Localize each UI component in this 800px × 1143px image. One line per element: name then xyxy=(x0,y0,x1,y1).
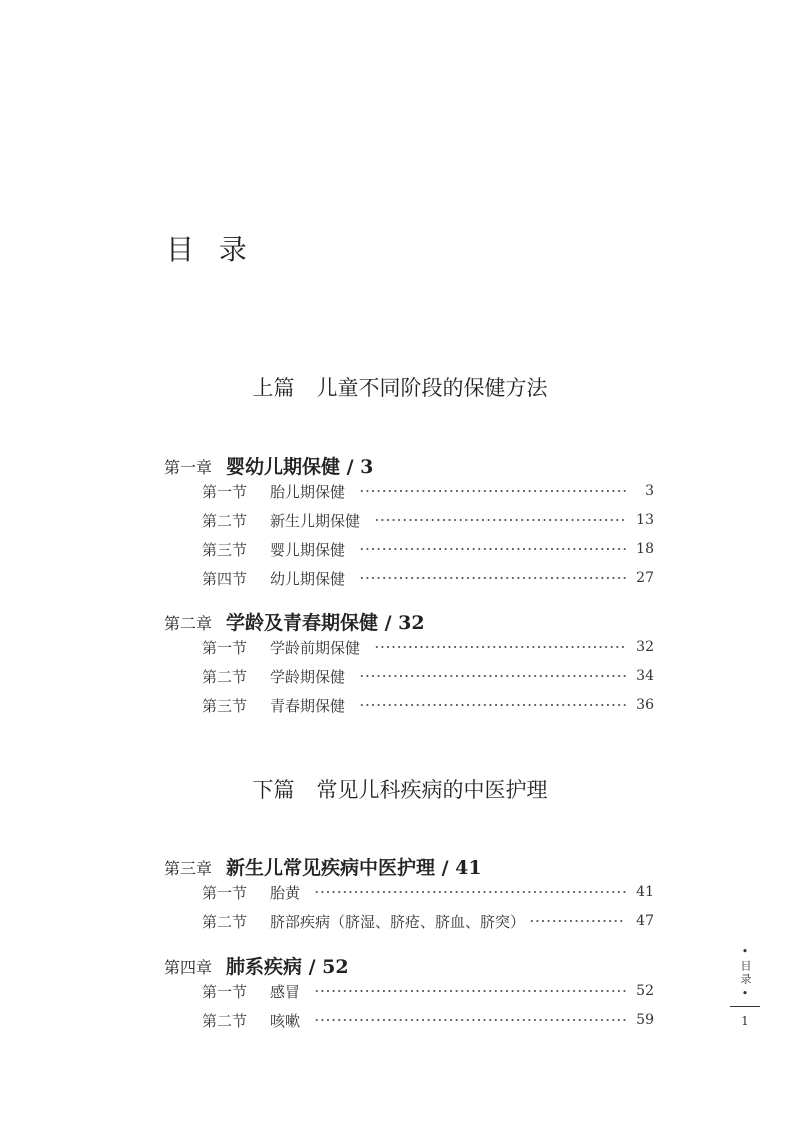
part-name: 常见儿科疾病的中医护理 xyxy=(316,778,548,802)
toc-entry[interactable] xyxy=(202,910,654,932)
page-ref: 36 xyxy=(636,697,654,713)
chapter-title: 婴幼儿期保健 / 3 xyxy=(226,456,374,478)
section-title: 脐部疾病（脐湿、脐疮、脐血、脐突） xyxy=(270,912,526,931)
running-header-text: 目录 xyxy=(739,960,752,986)
part-title-1 xyxy=(0,372,800,402)
section-title: 胎儿期保健 xyxy=(270,482,346,501)
dot-leader xyxy=(314,890,626,894)
part-name: 儿童不同阶段的保健方法 xyxy=(316,376,548,400)
toc-entry[interactable] xyxy=(202,480,654,502)
section-number: 第二节 xyxy=(202,511,248,530)
section-number: 第二节 xyxy=(202,1011,248,1030)
dot-leader xyxy=(359,547,626,551)
section-title: 感冒 xyxy=(270,982,301,1001)
toc-entry[interactable] xyxy=(202,980,654,1002)
section-title: 幼儿期保健 xyxy=(270,569,346,588)
chapter-2[interactable] xyxy=(164,608,425,635)
page-ref: 27 xyxy=(636,570,654,586)
dot-leader xyxy=(374,518,626,522)
bullet-dot: • xyxy=(741,945,749,958)
dot-leader xyxy=(359,489,626,493)
section-number: 第一节 xyxy=(202,883,248,902)
section-title: 新生儿期保健 xyxy=(270,511,361,530)
dot-leader xyxy=(314,1018,626,1022)
page-ref: 41 xyxy=(636,884,654,900)
page-ref: 3 xyxy=(645,483,654,499)
section-number: 第一节 xyxy=(202,482,248,501)
toc-entry[interactable] xyxy=(202,881,654,903)
section-title: 青春期保健 xyxy=(270,696,346,715)
section-number: 第二节 xyxy=(202,912,248,931)
toc-entry[interactable] xyxy=(202,1009,654,1031)
chapter-4[interactable] xyxy=(164,952,349,979)
page-ref: 52 xyxy=(636,983,654,999)
chapter-3[interactable] xyxy=(164,853,482,880)
chapter-title: 学龄及青春期保健 / 32 xyxy=(226,612,425,634)
page-number: 1 xyxy=(741,1014,749,1028)
toc-entry[interactable] xyxy=(202,538,654,560)
section-title: 咳嗽 xyxy=(270,1011,301,1030)
toc-entry[interactable] xyxy=(202,509,654,531)
page-title: 目 录 xyxy=(166,233,255,266)
dot-leader xyxy=(529,919,626,923)
bullet-dot: • xyxy=(741,987,749,1000)
chapter-1[interactable] xyxy=(164,452,373,479)
section-number: 第四节 xyxy=(202,569,248,588)
running-header-tab xyxy=(735,944,755,1002)
dot-leader xyxy=(359,703,626,707)
section-number: 第二节 xyxy=(202,667,248,686)
chapter-number: 第三章 xyxy=(164,859,213,878)
page-ref: 47 xyxy=(636,913,654,929)
dot-leader xyxy=(359,674,626,678)
chapter-title: 肺系疾病 / 52 xyxy=(226,956,349,978)
chapter-number: 第四章 xyxy=(164,958,213,977)
section-title: 学龄前期保健 xyxy=(270,638,361,657)
dot-leader xyxy=(314,989,626,993)
page-ref: 32 xyxy=(636,639,654,655)
page-ref: 18 xyxy=(636,541,654,557)
chapter-title: 新生儿常见疾病中医护理 / 41 xyxy=(226,857,482,879)
toc-entry[interactable] xyxy=(202,636,654,658)
toc-entry[interactable] xyxy=(202,694,654,716)
page-number-rule xyxy=(730,1006,760,1007)
section-title: 婴儿期保健 xyxy=(270,540,346,559)
dot-leader xyxy=(374,645,626,649)
part-label: 下篇 xyxy=(252,778,295,802)
section-number: 第三节 xyxy=(202,540,248,559)
chapter-number: 第二章 xyxy=(164,614,213,633)
page-ref: 13 xyxy=(636,512,654,528)
chapter-number: 第一章 xyxy=(164,458,213,477)
page-ref: 59 xyxy=(636,1012,654,1028)
section-number: 第三节 xyxy=(202,696,248,715)
section-number: 第一节 xyxy=(202,638,248,657)
part-label: 上篇 xyxy=(252,376,295,400)
section-title: 学龄期保健 xyxy=(270,667,346,686)
toc-entry[interactable] xyxy=(202,665,654,687)
section-number: 第一节 xyxy=(202,982,248,1001)
section-title: 胎黄 xyxy=(270,883,301,902)
toc-entry[interactable] xyxy=(202,567,654,589)
part-title-2 xyxy=(0,774,800,804)
page-ref: 34 xyxy=(636,668,654,684)
dot-leader xyxy=(359,576,626,580)
